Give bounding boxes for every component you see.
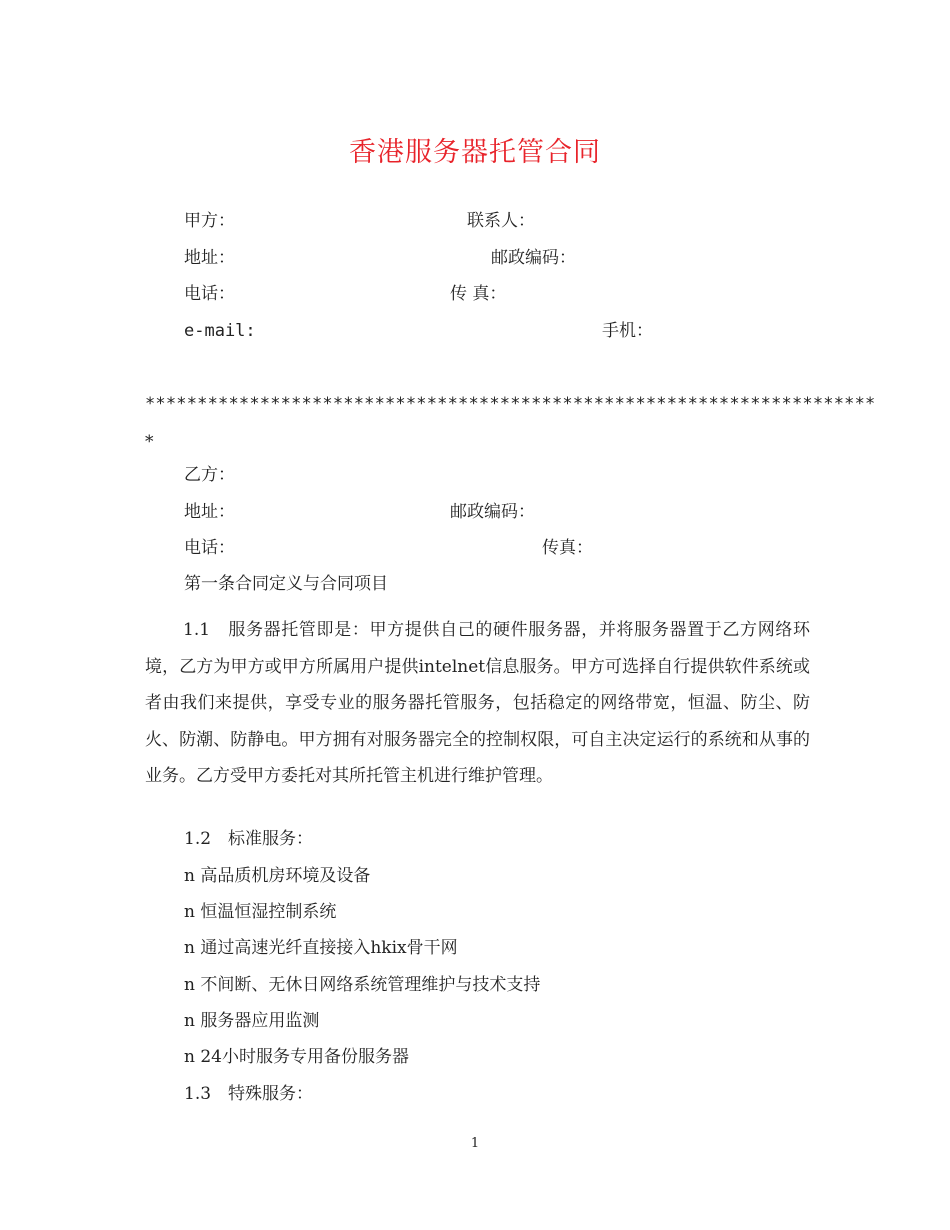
clause-1-3-heading: 1.3 特殊服务： <box>184 1084 314 1104</box>
party-b-phone-label: 电话： <box>184 538 235 558</box>
clause-1-2-heading: 1.2 标准服务： <box>184 829 314 849</box>
party-b-address-label: 地址： <box>184 502 235 522</box>
party-b-fax-label: 传真： <box>542 538 593 558</box>
standard-service-item: n 服务器应用监测 <box>184 1011 320 1031</box>
party-a-mobile-label: 手机： <box>602 321 653 341</box>
party-b-postcode-label: 邮政编码： <box>450 502 535 522</box>
standard-service-item: n 恒温恒湿控制系统 <box>184 902 337 922</box>
party-a-fax-label: 传 真： <box>450 284 507 304</box>
party-a-postcode-label: 邮政编码： <box>491 248 576 268</box>
party-a-address-label: 地址： <box>184 248 235 268</box>
party-a-label: 甲方： <box>184 211 235 231</box>
page-number: 1 <box>470 1136 480 1151</box>
party-a-phone-label: 电话： <box>184 284 235 304</box>
party-b-label: 乙方： <box>184 465 235 485</box>
standard-service-item: n 高品质机房环境及设备 <box>184 866 371 886</box>
separator-line: ********************************************************************** <box>145 394 876 414</box>
standard-service-item: n 24小时服务专用备份服务器 <box>184 1047 409 1067</box>
party-a-email-label: e-mail: <box>184 321 256 341</box>
clause-1-1-paragraph: 1.1 服务器托管即是：甲方提供自己的硬件服务器，并将服务器置于乙方网络环境，乙方为甲方或甲方所属用户提供intelnet信息服务。甲方可选择自行提供软件系统或者由我们来提供，享受专业的服务器托管服务，包括稳定的网络带宽，恒温、防尘、防火、防潮、防静电。甲方拥有对服务器完全的控制权限，可自主决定运行的系统和从事的业务。乙方受甲方委托对其所托管主机进行维护管理。 <box>145 620 810 786</box>
separator-tail: * <box>145 432 154 452</box>
party-a-contact-label: 联系人： <box>467 211 535 231</box>
standard-service-item: n 通过高速光纤直接接入hkix骨干网 <box>184 938 458 958</box>
article-1-heading: 第一条合同定义与合同项目 <box>184 574 388 594</box>
standard-service-item: n 不间断、无休日网络系统管理维护与技术支持 <box>184 975 541 995</box>
contract-title: 香港服务器托管合同 <box>349 137 601 168</box>
